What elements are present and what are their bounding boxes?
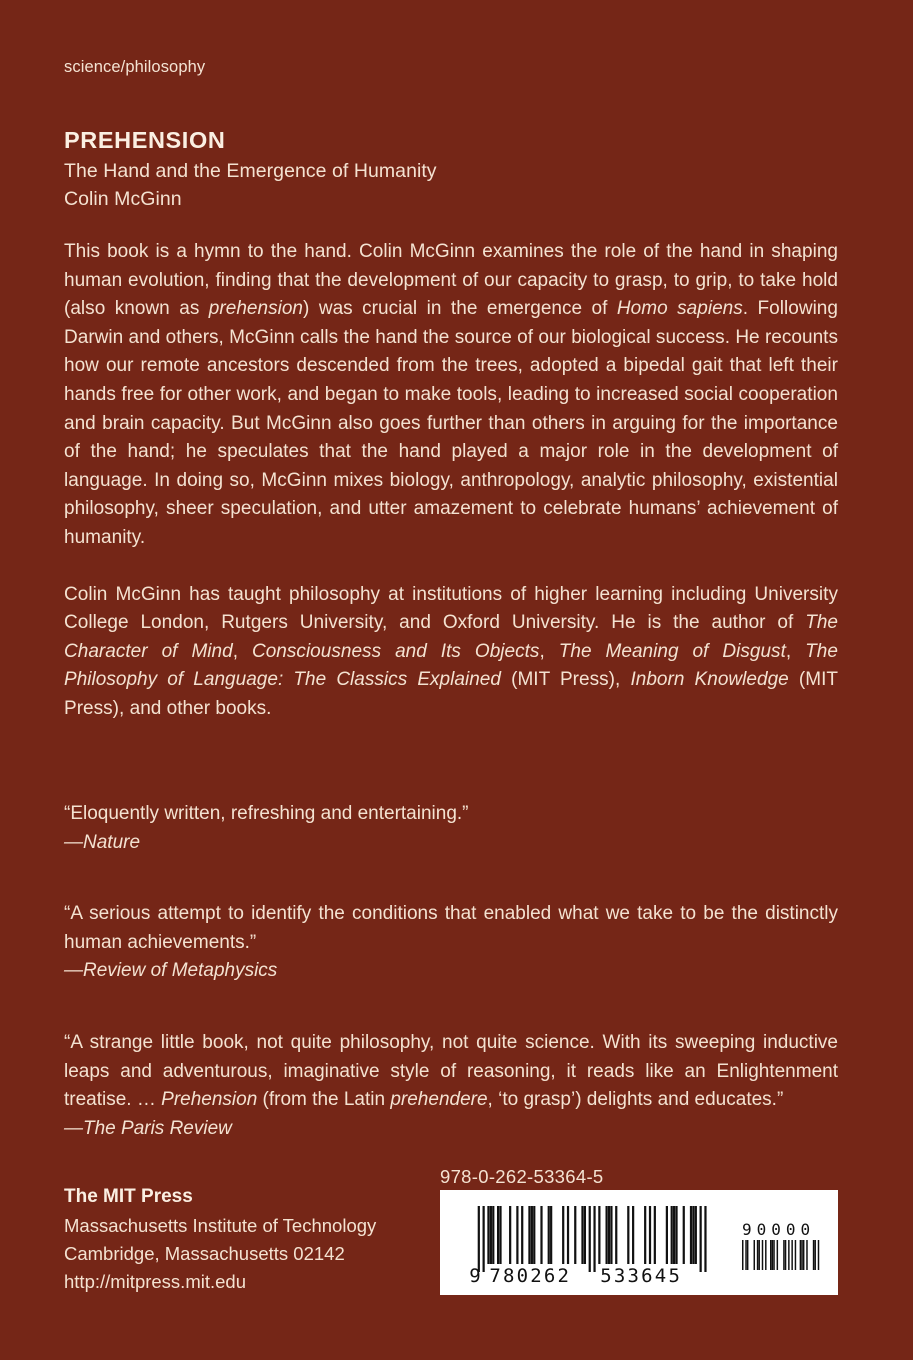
svg-text:9: 9	[469, 1265, 481, 1287]
publisher-website: http://mitpress.mit.edu	[64, 1271, 246, 1292]
blurb-quote: “A serious attempt to identify the conditions that enabled what we take to be the distinctly human achievements.”	[64, 903, 838, 953]
svg-text:90000: 90000	[742, 1220, 816, 1239]
blurb-source: —Nature	[64, 831, 141, 853]
review-blurb	[64, 900, 838, 986]
blurb-quote: “A strange little book, not quite philosophy, not quite science. With its sweeping inductive leaps and adventurous, imaginative style of reasoning, it reads like an Enlightenment treatise. … Prehension (from the Latin prehendere, ‘to grasp’) delights and educates.”	[64, 1031, 838, 1111]
title-block	[64, 126, 838, 214]
review-blurb	[64, 800, 838, 857]
description-block	[64, 238, 838, 724]
blurb-source: —The Paris Review	[64, 1117, 232, 1139]
review-blurbs	[64, 800, 838, 1186]
publisher-institution: Massachusetts Institute of Technology	[64, 1215, 377, 1236]
blurb-quote: “Eloquently written, refreshing and entertaining.”	[64, 803, 469, 824]
book-subtitle: The Hand and the Emergence of Humanity	[64, 160, 437, 183]
category-label: science/philosophy	[64, 58, 206, 76]
description-paragraph-1: This book is a hymn to the hand. Colin McGinn examines the role of the hand in shaping human evolution, finding that the development of our capacity to grasp, to grip, to take hold (also known as prehension) was crucial in the emergence of Homo sapiens. Following Darwin and others, McGinn calls the hand the source of our biological success. He recounts how our remote ancestors descended from the trees, adopted a bipedal gait that left their hands free for other work, and began to make tools, leading to increased social cooperation and brain capacity. But McGinn also goes further than others in arguing for the importance of the hand; he speculates that the hand played a major role in the development of language. In doing so, McGinn mixes biology, anthropology, analytic philosophy, existential philosophy, sheer speculation, and utter amazement to celebrate humans’ achievement of humanity.	[64, 241, 838, 548]
barcode	[440, 1190, 838, 1295]
svg-text:533645: 533645	[600, 1265, 683, 1287]
svg-text:780262: 780262	[489, 1265, 572, 1287]
barcode-ean13	[456, 1202, 714, 1288]
publisher-name: The MIT Press	[64, 1186, 193, 1207]
publisher-city: Cambridge, Massachusetts 02142	[64, 1243, 345, 1264]
book-title: PREHENSION	[64, 127, 226, 153]
book-author: Colin McGinn	[64, 188, 182, 211]
description-paragraph-2: Colin McGinn has taught philosophy at institutions of higher learning including University College London, Rutgers University, and Oxford University. He is the author of The Character of Mind, Consciousness and Its Objects, The Meaning of Disgust, The Philosophy of Language: The Classics Explained (MIT Press), Inborn Knowledge (MIT Press), and other books.	[64, 583, 838, 719]
isbn-label: 978-0-262-53364-5	[440, 1166, 604, 1187]
publisher-block	[64, 1183, 444, 1296]
review-blurb	[64, 1029, 838, 1143]
blurb-source: —Review of Metaphysics	[64, 960, 278, 982]
barcode-addon-5	[740, 1220, 824, 1272]
